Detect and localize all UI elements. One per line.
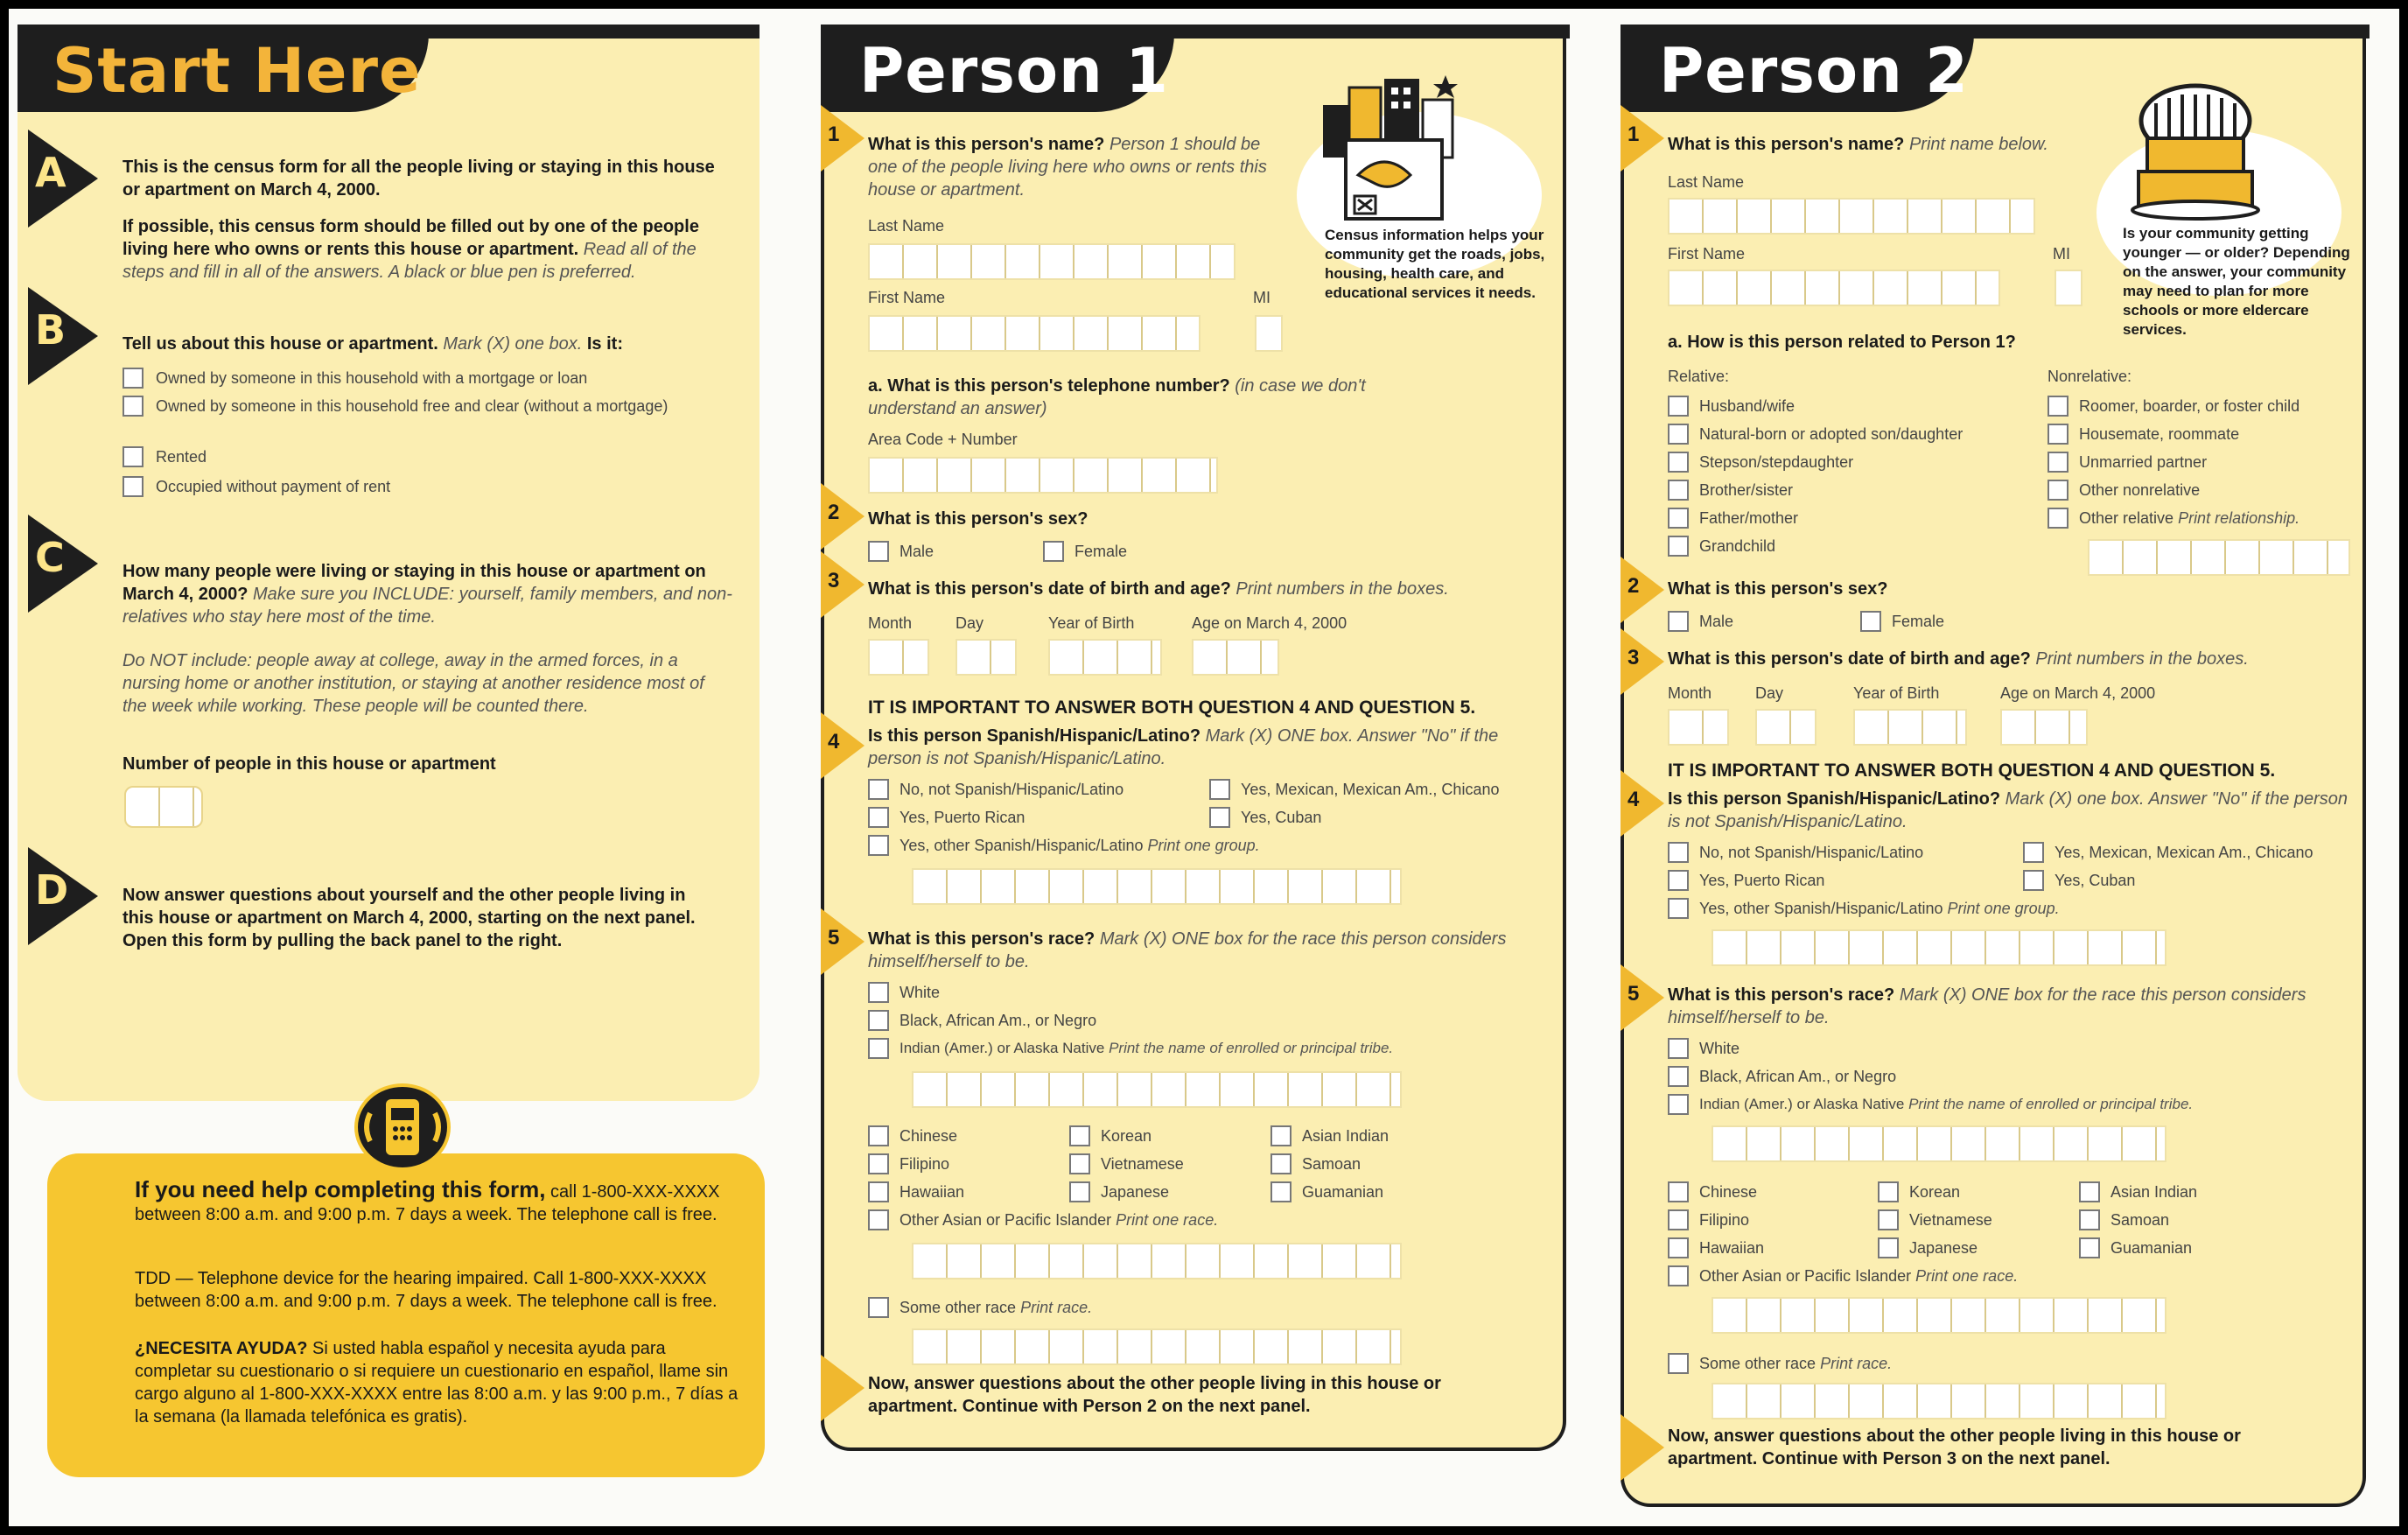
p2-other-relative-field[interactable] <box>2088 539 2350 576</box>
p2-other-asian-label: Other Asian or Pacific Islander <box>1699 1267 1912 1285</box>
step-d-marker <box>28 847 98 945</box>
p2-month-label: Month <box>1668 684 1712 702</box>
p2-nonrel-housemate-label: Housemate, roommate <box>2079 425 2240 443</box>
p1-hisp-other <box>900 835 1512 856</box>
p2-female-checkbox[interactable] <box>1860 611 1881 632</box>
p1-some-other-field[interactable] <box>912 1328 1402 1365</box>
p2-q4 <box>1668 788 2350 833</box>
p2-q3-text: What is this person's date of birth and age? <box>1668 649 2031 669</box>
p2-q3-marker <box>1620 628 1664 695</box>
p1-tribe-field[interactable] <box>912 1071 1402 1108</box>
p2-indian-label: Indian (Amer.) or Alaska Native <box>1699 1096 1905 1112</box>
p1-hawaiian-label: Hawaiian <box>900 1183 965 1201</box>
p1-hisp-other-field[interactable] <box>912 868 1402 905</box>
p1-mi-label: MI <box>1253 289 1270 306</box>
p2-month-field[interactable] <box>1668 709 1729 746</box>
p1-q1-marker <box>821 105 864 172</box>
p2-guamanian-label: Guamanian <box>2110 1239 2193 1257</box>
p2-q1-number: 1 <box>1628 123 1640 146</box>
p2-other-asian-italic: Print one race. <box>1915 1267 2019 1285</box>
p1-hisp-pr-checkbox[interactable] <box>868 807 889 828</box>
p2-hawaiian-label: Hawaiian <box>1699 1239 1765 1257</box>
p1-female-label: Female <box>1074 543 1128 560</box>
p1-hisp-no-checkbox[interactable] <box>868 779 889 800</box>
p1-hisp-no-label: No, not Spanish/Hispanic/Latino <box>900 781 1124 798</box>
help-box <box>47 1153 765 1477</box>
p2-q2-marker <box>1620 557 1664 623</box>
telephone-icon <box>354 1083 451 1171</box>
p2-cake-text: Is your community getting younger — or older? Depending on the answer, your community may need to plan for more schools or more eldercare services. <box>2123 225 2350 338</box>
housing-checkbox-no-rent[interactable] <box>122 476 144 497</box>
p2-hisp-other <box>1699 898 2312 919</box>
p1-some-other <box>900 1297 1092 1318</box>
p2-samoan-checkbox[interactable] <box>2079 1209 2100 1230</box>
p1-title: Person 1 <box>859 35 1169 107</box>
buildings-handshake-icon <box>1314 70 1489 228</box>
p1-age-label: Age on March 4, 2000 <box>1192 614 1348 632</box>
p1-guamanian-label: Guamanian <box>1302 1183 1384 1201</box>
p2-rel-child-label: Natural-born or adopted son/daughter <box>1699 425 1964 443</box>
step-a-text: This is the census form for all the people living or staying in this house or apartment on March 4, 2000. <box>122 158 715 200</box>
p2-nonrel-roomer-label: Roomer, boarder, or foster child <box>2079 397 2300 415</box>
start-title: Start Here <box>52 35 422 107</box>
p2-samoan-label: Samoan <box>2110 1211 2170 1229</box>
p1-hisp-cuban-checkbox[interactable] <box>1209 807 1230 828</box>
p1-other-asian-field[interactable] <box>912 1243 1402 1279</box>
p1-phone-q <box>868 375 1428 420</box>
p2-last-name-label: Last Name <box>1668 173 1745 191</box>
p1-q1-text: What is this person's name? <box>868 135 1105 154</box>
p2-rel-parent-checkbox[interactable] <box>1668 508 1689 529</box>
p1-first-name-field[interactable] <box>868 315 1200 352</box>
p2-rel-spouse-label: Husband/wife <box>1699 397 1796 415</box>
p2-mi-label: MI <box>2053 245 2070 263</box>
p2-q2-number: 2 <box>1628 574 1640 598</box>
p2-some-other-checkbox[interactable] <box>1668 1353 1689 1374</box>
p2-guamanian-checkbox[interactable] <box>2079 1237 2100 1258</box>
p1-indian-checkbox[interactable] <box>868 1038 889 1059</box>
p1-filipino-checkbox[interactable] <box>868 1153 889 1174</box>
p1-last-name-label: Last Name <box>868 217 945 235</box>
p2-other-asian-field[interactable] <box>1712 1297 2166 1334</box>
p2-rel-child-checkbox[interactable] <box>1668 424 1689 445</box>
p2-q2: What is this person's sex? <box>1668 579 1888 599</box>
birthday-cake-icon <box>2130 68 2261 235</box>
p2-nonrelative-heading: Nonrelative: <box>2048 368 2132 385</box>
p1-japanese-label: Japanese <box>1101 1183 1170 1201</box>
p1-q5-number: 5 <box>828 926 840 950</box>
p1-q1 <box>868 133 1279 201</box>
p1-yob-label: Year of Birth <box>1048 614 1135 632</box>
step-b-q-tail: Is it: <box>586 334 623 354</box>
p2-female-label: Female <box>1892 613 1945 630</box>
p1-samoan-label: Samoan <box>1302 1155 1362 1173</box>
p2-indian <box>1699 1094 2364 1115</box>
p1-hisp-mexican-checkbox[interactable] <box>1209 779 1230 800</box>
p2-q4-text: Is this person Spanish/Hispanic/Latino? <box>1668 789 2001 809</box>
help-phone-text: call 1-800-XXX-XXXX between 8:00 a.m. and 9:00 p.m. 7 days a week. The telephone call is free. <box>135 1182 720 1224</box>
p1-hisp-other-checkbox[interactable] <box>868 835 889 856</box>
p1-male-checkbox[interactable] <box>868 541 889 562</box>
p1-black-checkbox[interactable] <box>868 1010 889 1031</box>
p2-hawaiian-checkbox[interactable] <box>1668 1237 1689 1258</box>
p2-age-field[interactable] <box>2000 709 2088 746</box>
p2-filipino-label: Filipino <box>1699 1211 1750 1229</box>
p1-q5 <box>868 928 1533 973</box>
help-spanish-title: ¿NECESITA AYUDA? <box>135 1339 308 1358</box>
step-c-letter: C <box>35 534 65 581</box>
p1-q4 <box>868 725 1550 770</box>
p1-header <box>824 25 1174 112</box>
p2-footer: Now, answer questions about the other people living in this house or apartment. Continue with Person 3 on the next panel. <box>1668 1426 2241 1468</box>
start-here-panel <box>18 25 760 1507</box>
p2-q5-italic: Mark (X) ONE box for the race this person considers himself/herself to be. <box>1668 985 2306 1027</box>
p1-q1-number: 1 <box>828 123 840 146</box>
p2-hisp-cuban-checkbox[interactable] <box>2023 870 2044 891</box>
p2-hisp-other-italic: Print one group. <box>1947 900 2060 917</box>
p2-rel-stepchild-checkbox[interactable] <box>1668 452 1689 473</box>
p1-month-label: Month <box>868 614 913 632</box>
p2-indian-checkbox[interactable] <box>1668 1094 1689 1115</box>
p2-white-label: White <box>1699 1040 1740 1057</box>
p2-q5-text: What is this person's race? <box>1668 985 1895 1005</box>
p1-hisp-mexican-label: Yes, Mexican, Mexican Am., Chicano <box>1241 781 1500 798</box>
p1-hawaiian-checkbox[interactable] <box>868 1181 889 1202</box>
p1-guamanian-checkbox[interactable] <box>1270 1181 1292 1202</box>
p1-q5-marker <box>821 908 864 975</box>
p2-q4-marker <box>1620 770 1664 837</box>
p2-relationship-q: a. How is this person related to Person 1? <box>1668 333 2016 352</box>
housing-checkbox-mortgage[interactable] <box>122 368 144 389</box>
p2-important-note: IT IS IMPORTANT TO ANSWER BOTH QUESTION 4 AND QUESTION 5. <box>1668 760 2276 781</box>
p2-indian-italic: Print the name of enrolled or principal tribe. <box>1908 1096 2194 1112</box>
p1-vietnamese-label: Vietnamese <box>1101 1155 1184 1173</box>
p2-other-asian-checkbox[interactable] <box>1668 1265 1689 1286</box>
p1-korean-checkbox[interactable] <box>1069 1125 1090 1146</box>
p2-hisp-pr-label: Yes, Puerto Rican <box>1699 872 1825 889</box>
people-count-label: Number of people in this house or apartment <box>122 754 496 774</box>
p1-other-asian-checkbox[interactable] <box>868 1209 889 1230</box>
p1-male-label: Male <box>900 543 934 560</box>
p2-q5-number: 5 <box>1628 982 1640 1006</box>
p2-relative-heading: Relative: <box>1668 368 1730 385</box>
p1-day-field[interactable] <box>956 639 1017 676</box>
p1-q4-text: Is this person Spanish/Hispanic/Latino? <box>868 726 1201 746</box>
p1-q3-italic: Print numbers in the boxes. <box>1236 579 1449 599</box>
p2-hisp-other-checkbox[interactable] <box>1668 898 1689 919</box>
p1-indian-italic: Print the name of enrolled or principal tribe. <box>1109 1040 1394 1056</box>
step-b-letter: B <box>35 306 66 354</box>
p2-hisp-no-checkbox[interactable] <box>1668 842 1689 863</box>
p2-some-other-italic: Print race. <box>1820 1355 1893 1372</box>
p2-q4-italic: Mark (X) one box. Answer "No" if the person is not Spanish/Hispanic/Latino. <box>1668 789 2348 831</box>
p2-first-name-field[interactable] <box>1668 270 2000 306</box>
p2-nonrel-housemate-checkbox[interactable] <box>2048 424 2068 445</box>
p1-phone-field[interactable] <box>868 457 1218 494</box>
p1-phone-label: Area Code + Number <box>868 431 1018 448</box>
p1-other-asian-label: Other Asian or Pacific Islander <box>900 1211 1112 1229</box>
p2-asian-indian-checkbox[interactable] <box>2079 1181 2100 1202</box>
p2-asian-indian-label: Asian Indian <box>2110 1183 2198 1201</box>
p1-age-field[interactable] <box>1192 639 1279 676</box>
p1-filipino-label: Filipino <box>900 1155 950 1173</box>
housing-checkbox-rented[interactable] <box>122 446 144 467</box>
p2-some-other-field[interactable] <box>1712 1383 2166 1419</box>
p1-hisp-other-italic: Print one group. <box>1147 837 1260 854</box>
p1-hisp-cuban-label: Yes, Cuban <box>1241 809 1322 826</box>
p2-male-label: Male <box>1699 613 1734 630</box>
housing-option-free-clear: Owned by someone in this household free and clear (without a mortgage) <box>156 397 668 415</box>
p2-nonrel-other-checkbox[interactable] <box>2048 480 2068 501</box>
p2-other-relative <box>2079 508 2300 529</box>
step-b-marker <box>28 287 98 385</box>
help-title: If you need help completing this form, <box>135 1176 546 1202</box>
p2-rel-spouse-checkbox[interactable] <box>1668 396 1689 417</box>
step-b-question <box>122 333 735 355</box>
p1-q3 <box>868 578 1550 600</box>
p2-other-relative-label: Other relative <box>2079 509 2174 527</box>
p2-q1-text: What is this person's name? <box>1668 135 1905 154</box>
p2-korean-label: Korean <box>1909 1183 1961 1201</box>
p1-samoan-checkbox[interactable] <box>1270 1153 1292 1174</box>
p2-nonrel-roomer-checkbox[interactable] <box>2048 396 2068 417</box>
p1-q4-italic: Mark (X) ONE box. Answer "No" if the person is not Spanish/Hispanic/Latino. <box>868 726 1499 768</box>
start-header <box>18 25 429 112</box>
p1-white-label: White <box>900 984 941 1001</box>
p2-q3 <box>1668 648 2350 670</box>
p1-yob-field[interactable] <box>1048 639 1162 676</box>
p1-q4-marker <box>821 712 864 779</box>
p2-some-other <box>1699 1353 1892 1374</box>
p1-info-text: Census information helps your community get the roads, jobs, housing, health care, and educational services it needs. <box>1325 227 1545 301</box>
p1-day-label: Day <box>956 614 984 632</box>
p1-q3-marker <box>821 551 864 618</box>
p1-q2: What is this person's sex? <box>868 509 1088 529</box>
p2-other-asian <box>1699 1265 2312 1286</box>
p1-other-asian-italic: Print one race. <box>1116 1211 1219 1229</box>
p2-day-field[interactable] <box>1755 709 1816 746</box>
p1-some-other-checkbox[interactable] <box>868 1297 889 1318</box>
p1-month-field[interactable] <box>868 639 929 676</box>
p1-female-checkbox[interactable] <box>1043 541 1064 562</box>
p1-indian-label: Indian (Amer.) or Alaska Native <box>900 1040 1105 1056</box>
help-spanish <box>135 1337 738 1428</box>
p1-some-other-label: Some other race <box>900 1299 1017 1316</box>
census-form-sheet <box>9 9 2399 1526</box>
p1-footer: Now, answer questions about the other people living in this house or apartment. Continue with Person 2 on the next panel. <box>868 1374 1441 1416</box>
p2-some-other-label: Some other race <box>1699 1355 1816 1372</box>
p2-yob-field[interactable] <box>1853 709 1967 746</box>
step-c-q-italic: Make sure you INCLUDE: yourself, family members, and non-relatives who stay here most of the time. <box>122 585 732 627</box>
step-a-detail <box>122 215 718 284</box>
p2-rel-stepchild-label: Stepson/stepdaughter <box>1699 453 1854 471</box>
p2-first-name-label: First Name <box>1668 245 1746 263</box>
person-2-panel <box>1620 25 2366 1507</box>
p2-q5-marker <box>1620 964 1664 1031</box>
p1-korean-label: Korean <box>1101 1127 1152 1145</box>
p1-chinese-label: Chinese <box>900 1127 958 1145</box>
p2-header <box>1624 25 1974 112</box>
p1-mi-field[interactable] <box>1255 315 1283 352</box>
p1-vietnamese-checkbox[interactable] <box>1069 1153 1090 1174</box>
p2-nonrel-partner-checkbox[interactable] <box>2048 452 2068 473</box>
step-c-marker <box>28 515 98 613</box>
p2-footer-marker <box>1620 1414 1664 1481</box>
p2-other-relative-italic: Print relationship. <box>2178 509 2300 527</box>
p2-rel-sibling-checkbox[interactable] <box>1668 480 1689 501</box>
step-d-text: Now answer questions about yourself and the other people living in this house or apartment on March 4, 2000, starting on the next panel. Open this form by pulling the back panel to the right. <box>122 886 696 950</box>
p2-q3-italic: Print numbers in the boxes. <box>2035 649 2249 669</box>
p1-q4-number: 4 <box>828 730 840 753</box>
p2-hisp-mexican-label: Yes, Mexican, Mexican Am., Chicano <box>2054 844 2314 861</box>
p2-q3-number: 3 <box>1628 646 1640 669</box>
p1-first-name-label: First Name <box>868 289 946 306</box>
p1-hisp-pr-label: Yes, Puerto Rican <box>900 809 1026 826</box>
p1-q3-text: What is this person's date of birth and age? <box>868 579 1231 599</box>
p1-hisp-other-label: Yes, other Spanish/Hispanic/Latino <box>900 837 1144 854</box>
p1-chinese-checkbox[interactable] <box>868 1125 889 1146</box>
p2-q1-italic: Print name below. <box>1908 135 2048 154</box>
p2-rel-grandchild-label: Grandchild <box>1699 537 1776 555</box>
step-a-letter: A <box>35 149 66 196</box>
p2-q4-number: 4 <box>1628 788 1640 811</box>
step-c-question <box>122 560 735 628</box>
p1-q2-number: 2 <box>828 501 840 524</box>
step-a-detail-text: If possible, this census form should be filled out by one of the people living here who owns or rents this house or apartment. <box>122 217 699 259</box>
p1-q1-italic: Person 1 should be one of the people living here who owns or rents this house or apartment. <box>868 135 1267 200</box>
p1-white-checkbox[interactable] <box>868 982 889 1003</box>
help-spanish-text: Si usted habla español y necesita ayuda para completar su cuestionario o si requiere un cuestionario en español, llame sin cargo alguno al 1-800-XXX-XXXX entre las 8:00 a.m. y las 9:00 p.m., 7 días a la semana (la llamada telefónica es gratis). <box>135 1339 738 1426</box>
p2-q1 <box>1668 133 2105 156</box>
housing-option-no-rent: Occupied without payment of rent <box>156 478 391 495</box>
step-a-marker <box>28 130 98 228</box>
p2-q5 <box>1668 984 2333 1029</box>
p2-rel-grandchild-checkbox[interactable] <box>1668 536 1689 557</box>
p1-last-name-field[interactable] <box>868 243 1236 280</box>
p2-vietnamese-checkbox[interactable] <box>1878 1209 1899 1230</box>
step-c-q-text: How many people were living or staying in this house or apartment on March 4, 2000? <box>122 562 706 604</box>
p2-chinese-label: Chinese <box>1699 1183 1758 1201</box>
p1-some-other-italic: Print race. <box>1020 1299 1093 1316</box>
housing-option-rented: Rented <box>156 448 207 466</box>
p2-q1-marker <box>1620 105 1664 172</box>
p2-white-checkbox[interactable] <box>1668 1038 1689 1059</box>
p2-nonrel-other-label: Other nonrelative <box>2079 481 2201 499</box>
help-tdd: TDD — Telephone device for the hearing impaired. Call 1-800-XXX-XXXX between 8:00 a.m. and 9:00 p.m. 7 days a week. The telephone call is free. <box>135 1269 718 1311</box>
p2-japanese-label: Japanese <box>1909 1239 1978 1257</box>
housing-option-mortgage: Owned by someone in this household with a mortgage or loan <box>156 369 588 387</box>
p2-day-label: Day <box>1755 684 1784 702</box>
p2-chinese-checkbox[interactable] <box>1668 1181 1689 1202</box>
p1-footer-marker <box>821 1355 864 1421</box>
p1-asian-indian-label: Asian Indian <box>1302 1127 1390 1145</box>
p1-q2-marker <box>821 483 864 550</box>
step-c-exclusions: Do NOT include: people away at college, away in the armed forces, in a nursing home or another institution, or staying at another residence most of the week while working. These people will be counted there. <box>122 651 704 716</box>
p1-phone-q-text: a. What is this person's telephone number? <box>868 376 1230 396</box>
p2-tribe-field[interactable] <box>1712 1125 2166 1162</box>
p2-age-label: Age on March 4, 2000 <box>2000 684 2156 702</box>
p2-black-label: Black, African Am., or Negro <box>1699 1068 1897 1085</box>
p2-rel-sibling-label: Brother/sister <box>1699 481 1794 499</box>
p1-indian <box>900 1038 1564 1059</box>
p2-other-relative-checkbox[interactable] <box>2048 508 2068 529</box>
p2-hisp-no-label: No, not Spanish/Hispanic/Latino <box>1699 844 1924 861</box>
p2-vietnamese-label: Vietnamese <box>1909 1211 1992 1229</box>
p1-black-label: Black, African Am., or Negro <box>900 1012 1097 1029</box>
housing-checkbox-free-clear[interactable] <box>122 396 144 417</box>
person-1-panel <box>821 25 1566 1451</box>
p2-yob-label: Year of Birth <box>1853 684 1940 702</box>
p2-hisp-other-field[interactable] <box>1712 929 2166 966</box>
p2-hisp-mexican-checkbox[interactable] <box>2023 842 2044 863</box>
p1-important-note: IT IS IMPORTANT TO ANSWER BOTH QUESTION 4 AND QUESTION 5. <box>868 697 1476 718</box>
p2-male-checkbox[interactable] <box>1668 611 1689 632</box>
p1-japanese-checkbox[interactable] <box>1069 1181 1090 1202</box>
people-count-field[interactable] <box>124 786 203 828</box>
p1-phone-q-italic: (in case we don't understand an answer) <box>868 376 1366 418</box>
p1-q3-number: 3 <box>828 569 840 592</box>
p1-asian-indian-checkbox[interactable] <box>1270 1125 1292 1146</box>
p1-other-asian <box>900 1209 1512 1230</box>
p2-japanese-checkbox[interactable] <box>1878 1237 1899 1258</box>
step-b-q-text: Tell us about this house or apartment. <box>122 334 438 354</box>
p2-korean-checkbox[interactable] <box>1878 1181 1899 1202</box>
p1-q5-italic: Mark (X) ONE box for the race this person considers himself/herself to be. <box>868 929 1507 971</box>
p2-nonrel-partner-label: Unmarried partner <box>2079 453 2208 471</box>
p2-title: Person 2 <box>1659 35 1969 107</box>
step-b-q-italic: Mark (X) one box. <box>443 334 583 354</box>
step-d-letter: D <box>35 866 69 914</box>
p2-hisp-other-label: Yes, other Spanish/Hispanic/Latino <box>1699 900 1943 917</box>
p2-black-checkbox[interactable] <box>1668 1066 1689 1087</box>
p2-hisp-cuban-label: Yes, Cuban <box>2054 872 2136 889</box>
p2-hisp-pr-checkbox[interactable] <box>1668 870 1689 891</box>
help-phone <box>135 1178 738 1226</box>
p2-filipino-checkbox[interactable] <box>1668 1209 1689 1230</box>
p2-mi-field[interactable] <box>2054 270 2082 306</box>
p1-q5-text: What is this person's race? <box>868 929 1096 949</box>
p2-rel-parent-label: Father/mother <box>1699 509 1799 527</box>
p2-last-name-field[interactable] <box>1668 198 2035 235</box>
step-a-detail-italic: Read all of the steps and fill in all of the answers. A black or blue pen is preferred. <box>122 240 696 282</box>
